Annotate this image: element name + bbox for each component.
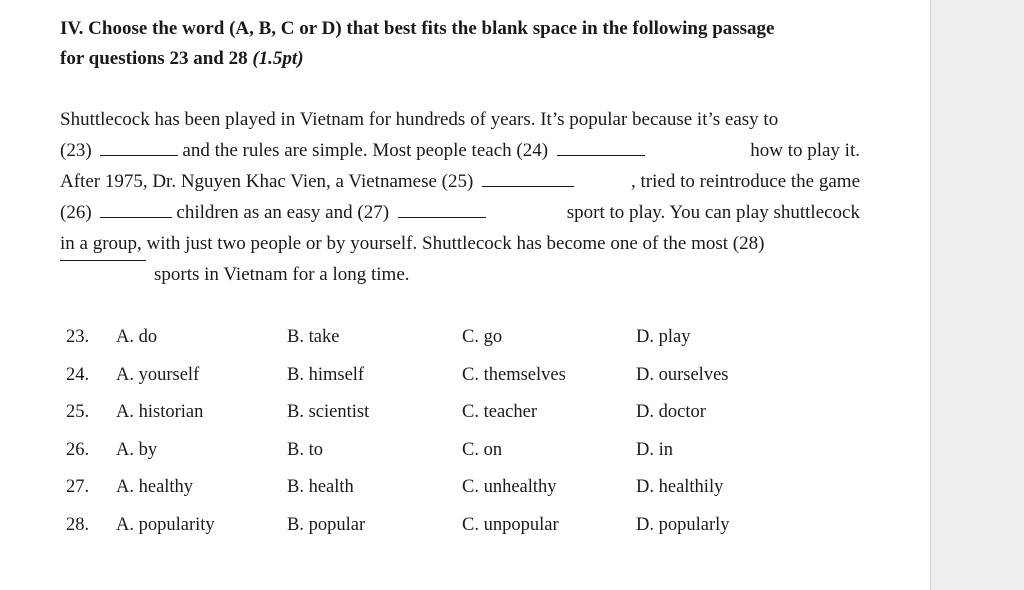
option-b[interactable]: B. to [287, 439, 323, 460]
question-number: 23. [66, 327, 90, 347]
question-row [66, 361, 866, 399]
blank-23 [100, 154, 178, 156]
blank-24 [557, 154, 645, 156]
passage-text: sports in Vietnam for a long time. [154, 264, 410, 285]
passage-text: , tried to reintroduce the game [631, 171, 860, 192]
option-d[interactable]: D. ourselves [636, 364, 729, 385]
question-row [66, 398, 866, 436]
option-c[interactable]: C. themselves [462, 364, 566, 385]
heading-line-2-text: for questions 23 and 28 [60, 48, 253, 69]
section-heading [60, 14, 880, 74]
blank-25 [482, 185, 574, 187]
passage-line-1 [60, 104, 860, 135]
passage [60, 104, 860, 290]
option-d[interactable]: D. healthily [636, 477, 724, 497]
option-d[interactable]: D. popularly [636, 514, 730, 535]
option-a[interactable]: A. healthy [116, 477, 194, 497]
passage-line-6 [60, 259, 860, 290]
passage-text: Shuttlecock has been played in Vietnam for hundreds of years. It’s popular because it’s easy to [60, 109, 779, 130]
option-a[interactable]: A. yourself [116, 364, 200, 385]
heading-points: (1.5pt) [252, 48, 304, 69]
question-row [66, 473, 866, 511]
question-number: 24. [66, 364, 90, 385]
option-b[interactable]: B. himself [287, 364, 365, 385]
passage-text: (26) [60, 202, 97, 223]
question-row [66, 511, 866, 549]
passage-segment [60, 166, 574, 197]
option-d[interactable]: D. doctor [636, 402, 706, 422]
option-c[interactable]: C. unhealthy [462, 477, 557, 497]
option-c[interactable]: C. teacher [462, 402, 537, 422]
blank-26 [100, 216, 172, 218]
option-a[interactable]: A. popularity [116, 514, 215, 535]
passage-text: how to play it. [750, 140, 860, 161]
question-list [66, 323, 866, 548]
option-d[interactable]: D. play [636, 327, 691, 347]
option-a[interactable]: A. historian [116, 402, 204, 422]
question-number: 28. [66, 514, 90, 535]
question-row [66, 436, 866, 474]
passage-line-5 [60, 228, 860, 259]
option-c[interactable]: C. on [462, 439, 503, 460]
option-a[interactable]: A. do [116, 327, 158, 347]
option-b[interactable]: B. take [287, 327, 340, 347]
passage-text: in a group, with just two people or by yourself. Shuttlecock has become one of the most (28) [60, 233, 765, 254]
option-b[interactable]: B. health [287, 477, 354, 497]
option-b[interactable]: B. scientist [287, 402, 370, 422]
passage-line-2 [60, 135, 860, 166]
question-number: 27. [66, 477, 90, 497]
passage-line-3 [60, 166, 860, 197]
question-number: 26. [66, 439, 90, 460]
passage-text: children as an easy and (27) [176, 202, 394, 223]
passage-line-4 [60, 197, 860, 228]
passage-text: and the rules are simple. Most people teach (24) [182, 140, 553, 161]
passage-segment [60, 197, 490, 228]
heading-line-2 [60, 44, 880, 74]
passage-text: sport to play. You can play shuttlecock [566, 202, 860, 223]
question-number: 25. [66, 402, 90, 422]
passage-segment [60, 135, 649, 166]
viewer-side-gutter [930, 0, 1024, 590]
option-b[interactable]: B. popular [287, 514, 366, 535]
option-d[interactable]: D. in [636, 439, 673, 460]
passage-text: After 1975, Dr. Nguyen Khac Vien, a Vietnamese (25) [60, 171, 479, 192]
blank-27 [398, 216, 486, 218]
question-row [66, 323, 866, 361]
heading-line-1: IV. Choose the word (A, B, C or D) that best fits the blank space in the following passage [60, 18, 775, 39]
option-c[interactable]: C. unpopular [462, 514, 559, 535]
passage-text: (23) [60, 140, 97, 161]
option-a[interactable]: A. by [116, 439, 158, 460]
option-c[interactable]: C. go [462, 327, 503, 347]
blank-28 [60, 259, 146, 261]
